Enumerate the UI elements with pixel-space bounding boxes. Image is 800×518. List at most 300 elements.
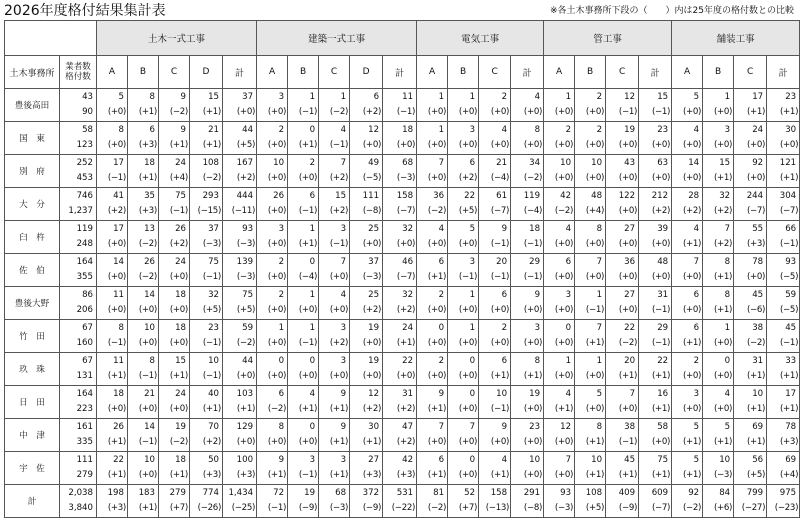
value-diff: (+1) <box>554 404 574 414</box>
value-cell <box>672 452 703 485</box>
count-cell <box>60 320 97 353</box>
value-2026: 32 <box>208 290 219 300</box>
value-2026: 3 <box>565 290 572 300</box>
value-diff: (+1) <box>585 338 605 348</box>
value-2026: 24 <box>175 389 186 399</box>
value-diff: (−13) <box>485 503 510 513</box>
value-cell <box>703 320 734 353</box>
count-cell <box>60 188 97 221</box>
value-2026: 19 <box>368 356 380 366</box>
value-diff: (+2) <box>362 107 382 117</box>
value-diff: (+0) <box>554 239 574 249</box>
value-diff: (+3) <box>138 206 157 216</box>
value-2026: 774 <box>202 488 219 498</box>
value-diff: (+0) <box>458 107 478 117</box>
value-cell <box>128 89 159 122</box>
value-diff: (−1) <box>490 404 510 414</box>
table-row <box>5 122 800 155</box>
value-cell <box>223 89 257 122</box>
value-2026: 7 <box>469 422 476 432</box>
value-2026: 0 <box>469 356 476 366</box>
value-diff: (−2) <box>427 503 447 513</box>
value-cell <box>257 353 288 386</box>
value-diff: (+0) <box>585 371 605 381</box>
table-row <box>5 287 800 320</box>
value-2026: 41 <box>113 191 124 201</box>
count-cell <box>60 155 97 188</box>
value-diff: (−9) <box>298 503 318 513</box>
value-cell <box>350 386 383 419</box>
value-diff: (+1) <box>618 470 638 480</box>
value-diff: (+0) <box>554 470 574 480</box>
value-cell <box>767 320 800 353</box>
value-2026: 24 <box>752 125 764 135</box>
value-cell <box>672 386 703 419</box>
value-diff: (−26) <box>197 503 221 513</box>
value-2026: 121 <box>779 158 797 168</box>
value-2026: 0 <box>309 356 316 366</box>
value-2026: 42 <box>560 191 572 201</box>
value-2026: 9 <box>501 422 508 432</box>
value-2026: 3 <box>309 455 316 465</box>
value-diff: (+1) <box>329 437 349 447</box>
value-diff: (−1) <box>107 338 126 348</box>
value-2026: 93 <box>785 257 797 267</box>
value-2026: 37 <box>368 257 380 267</box>
value-cell <box>448 155 479 188</box>
value-cell <box>288 155 319 188</box>
value-cell <box>575 89 606 122</box>
value-2026: 13 <box>144 224 155 234</box>
value-2026: 2 <box>596 92 603 102</box>
value-cell <box>97 353 128 386</box>
value-diff: (+2) <box>682 206 702 216</box>
value-diff: (+2) <box>169 239 188 249</box>
value-cell <box>479 485 511 518</box>
value-diff: (+2) <box>458 173 478 183</box>
value-2026: 23 <box>785 92 797 102</box>
value-cell <box>319 254 350 287</box>
value-2026: 18 <box>144 158 155 168</box>
value-2026: 9 <box>278 455 285 465</box>
value-cell <box>190 419 223 452</box>
value-cell <box>417 452 448 485</box>
value-diff: (+0) <box>618 239 638 249</box>
value-diff: (+2) <box>362 404 382 414</box>
value-diff: (+1) <box>523 371 543 381</box>
note-text: ※各土木事務所下段の（ ）内は25年度の格付数との比較 <box>550 6 794 16</box>
value-cell <box>288 89 319 122</box>
value-diff: (+0) <box>618 173 638 183</box>
value-diff: (+1) <box>651 470 671 480</box>
value-diff: (+0) <box>458 239 478 249</box>
value-2026: 44 <box>242 125 254 135</box>
value-2026: 10 <box>208 356 219 366</box>
value-cell <box>575 254 606 287</box>
value-cell <box>350 89 383 122</box>
column-header: A <box>257 56 288 89</box>
value-2026: 8 <box>118 323 124 333</box>
value-cell <box>288 320 319 353</box>
value-cell <box>417 254 448 287</box>
rating-count: 3,840 <box>68 503 93 513</box>
office-name-cell: 別 府 <box>5 155 60 188</box>
value-2026: 19 <box>368 323 380 333</box>
value-diff: (−2) <box>138 239 157 249</box>
result-table-container <box>4 20 800 518</box>
value-diff: (−8) <box>362 206 382 216</box>
value-cell <box>159 221 190 254</box>
value-cell <box>479 89 511 122</box>
value-cell <box>672 122 703 155</box>
value-cell <box>223 485 257 518</box>
value-diff: (+5) <box>585 503 605 513</box>
value-cell <box>479 320 511 353</box>
value-cell <box>190 287 223 320</box>
contractor-count: 164 <box>76 257 93 267</box>
value-diff: (+2) <box>202 437 221 447</box>
value-cell <box>383 485 417 518</box>
value-2026: 129 <box>236 422 254 432</box>
value-diff: (+1) <box>138 107 157 117</box>
value-2026: 84 <box>719 488 731 498</box>
value-cell <box>544 89 575 122</box>
value-cell <box>223 353 257 386</box>
value-diff: (+1) <box>746 437 766 447</box>
value-cell <box>448 485 479 518</box>
value-cell <box>767 89 800 122</box>
value-2026: 18 <box>175 290 186 300</box>
value-diff: (−1) <box>523 239 543 249</box>
value-diff: (+0) <box>523 140 543 150</box>
value-2026: 3 <box>469 125 476 135</box>
value-cell <box>511 485 544 518</box>
value-diff: (+0) <box>362 140 382 150</box>
value-2026: 21 <box>496 158 508 168</box>
value-diff: (+2) <box>396 404 416 414</box>
value-diff: (+0) <box>585 404 605 414</box>
value-diff: (−3) <box>396 173 416 183</box>
value-diff: (+3) <box>236 470 256 480</box>
value-diff: (+5) <box>202 305 221 315</box>
value-diff: (+0) <box>267 239 287 249</box>
value-diff: (+0) <box>329 272 349 282</box>
value-2026: 15 <box>657 92 669 102</box>
value-2026: 30 <box>368 422 380 432</box>
value-cell <box>672 188 703 221</box>
value-2026: 5 <box>469 224 476 234</box>
value-2026: 22 <box>113 455 124 465</box>
value-cell <box>159 452 190 485</box>
value-2026: 11 <box>402 92 414 102</box>
value-2026: 7 <box>565 455 572 465</box>
value-2026: 4 <box>565 389 572 399</box>
value-2026: 8 <box>278 422 285 432</box>
value-2026: 18 <box>175 455 186 465</box>
value-cell <box>383 386 417 419</box>
value-cell <box>639 386 672 419</box>
value-2026: 59 <box>785 290 797 300</box>
value-2026: 5 <box>596 389 603 399</box>
value-2026: 975 <box>779 488 797 498</box>
count-cell <box>60 386 97 419</box>
value-cell <box>319 353 350 386</box>
value-diff: (+0) <box>427 371 447 381</box>
value-cell <box>511 353 544 386</box>
value-diff: (−5) <box>362 173 382 183</box>
value-2026: 409 <box>618 488 636 498</box>
value-diff: (+0) <box>267 371 287 381</box>
value-diff: (+0) <box>169 338 188 348</box>
value-diff: (−4) <box>298 272 318 282</box>
value-cell <box>128 485 159 518</box>
value-cell <box>417 155 448 188</box>
value-diff: (−1) <box>298 470 318 480</box>
value-diff: (+0) <box>458 140 478 150</box>
value-cell <box>639 485 672 518</box>
value-diff: (−1) <box>458 272 478 282</box>
value-cell <box>319 287 350 320</box>
value-diff: (+0) <box>107 404 126 414</box>
value-2026: 75 <box>208 257 219 267</box>
value-2026: 10 <box>591 158 603 168</box>
value-cell <box>223 386 257 419</box>
value-cell <box>350 485 383 518</box>
value-diff: (+7) <box>458 503 478 513</box>
value-2026: 14 <box>144 290 155 300</box>
value-diff: (+0) <box>107 140 126 150</box>
value-diff: (+1) <box>713 305 733 315</box>
value-2026: 2 <box>278 125 285 135</box>
value-2026: 372 <box>362 488 380 498</box>
header-corner <box>5 21 97 56</box>
value-2026: 50 <box>208 455 219 465</box>
value-diff: (+1) <box>490 371 510 381</box>
value-2026: 20 <box>624 356 636 366</box>
value-cell <box>159 89 190 122</box>
column-header: B <box>703 56 734 89</box>
value-diff: (+3) <box>746 239 766 249</box>
column-header: D <box>190 56 223 89</box>
value-2026: 4 <box>565 224 572 234</box>
value-cell <box>606 221 639 254</box>
value-cell <box>288 452 319 485</box>
value-cell <box>223 122 257 155</box>
value-cell <box>190 320 223 353</box>
value-cell <box>383 353 417 386</box>
value-cell <box>606 419 639 452</box>
value-cell <box>606 122 639 155</box>
value-2026: 38 <box>752 323 764 333</box>
value-2026: 6 <box>469 158 476 168</box>
value-cell <box>350 254 383 287</box>
value-2026: 3 <box>278 224 285 234</box>
value-diff: (+0) <box>427 305 447 315</box>
value-cell <box>128 254 159 287</box>
value-2026: 70 <box>208 422 219 432</box>
value-2026: 45 <box>624 455 636 465</box>
value-diff: (−3) <box>236 272 256 282</box>
value-diff: (+2) <box>362 305 382 315</box>
value-diff: (+0) <box>746 272 766 282</box>
contractor-count: 111 <box>76 455 93 465</box>
value-2026: 61 <box>496 191 508 201</box>
value-2026: 9 <box>501 224 508 234</box>
value-diff: (+1) <box>779 107 799 117</box>
table-row <box>5 221 800 254</box>
value-2026: 183 <box>138 488 155 498</box>
value-2026: 1 <box>469 92 476 102</box>
value-2026: 19 <box>624 125 636 135</box>
value-cell <box>575 353 606 386</box>
value-2026: 1 <box>438 125 445 135</box>
office-name-cell: 計 <box>5 485 60 518</box>
value-cell <box>703 122 734 155</box>
value-cell <box>97 320 128 353</box>
value-diff: (−3) <box>554 503 574 513</box>
column-header: B <box>575 56 606 89</box>
office-column-header: 土木事務所 <box>5 56 60 89</box>
value-cell <box>639 287 672 320</box>
value-2026: 22 <box>402 356 414 366</box>
value-diff: (+0) <box>458 404 478 414</box>
value-2026: 4 <box>501 455 508 465</box>
value-cell <box>448 254 479 287</box>
value-diff: (+1) <box>585 470 605 480</box>
value-cell <box>479 155 511 188</box>
value-diff: (+0) <box>585 107 605 117</box>
value-cell <box>288 122 319 155</box>
value-2026: 6 <box>278 389 285 399</box>
value-2026: 11 <box>113 290 124 300</box>
value-cell <box>511 155 544 188</box>
value-diff: (+0) <box>682 173 702 183</box>
value-diff: (+0) <box>490 338 510 348</box>
value-diff: (+0) <box>554 371 574 381</box>
value-cell <box>288 353 319 386</box>
value-cell <box>223 155 257 188</box>
value-2026: 10 <box>591 455 603 465</box>
value-2026: 279 <box>169 488 186 498</box>
value-cell <box>190 452 223 485</box>
value-cell <box>319 485 350 518</box>
value-2026: 0 <box>469 389 476 399</box>
value-diff: (+2) <box>713 206 733 216</box>
value-cell <box>544 188 575 221</box>
value-diff: (−1) <box>107 173 126 183</box>
result-table <box>4 20 800 518</box>
value-diff: (+0) <box>396 239 416 249</box>
value-cell <box>767 155 800 188</box>
value-2026: 23 <box>529 422 541 432</box>
column-header: C <box>319 56 350 89</box>
value-2026: 4 <box>309 389 316 399</box>
value-cell <box>417 419 448 452</box>
value-2026: 6 <box>373 92 380 102</box>
value-2026: 2 <box>309 158 316 168</box>
value-2026: 198 <box>107 488 124 498</box>
value-diff: (−1) <box>138 371 157 381</box>
value-cell <box>383 155 417 188</box>
value-diff: (+0) <box>523 107 543 117</box>
value-2026: 47 <box>402 422 414 432</box>
value-cell <box>159 485 190 518</box>
value-2026: 25 <box>368 224 380 234</box>
value-diff: (+1) <box>651 371 671 381</box>
value-diff: (+1) <box>585 437 605 447</box>
value-2026: 7 <box>340 257 347 267</box>
value-2026: 29 <box>657 323 669 333</box>
value-diff: (−23) <box>774 503 799 513</box>
value-2026: 2 <box>438 356 445 366</box>
value-cell <box>128 419 159 452</box>
count-cell <box>60 353 97 386</box>
value-cell <box>257 386 288 419</box>
value-cell <box>767 254 800 287</box>
value-2026: 0 <box>565 323 572 333</box>
value-diff: (+0) <box>458 338 478 348</box>
value-2026: 122 <box>618 191 636 201</box>
rating-count: 335 <box>76 437 93 447</box>
value-cell <box>479 386 511 419</box>
table-row <box>5 254 800 287</box>
value-cell <box>639 419 672 452</box>
value-cell <box>479 188 511 221</box>
value-diff: (+1) <box>618 371 638 381</box>
value-diff: (+2) <box>396 437 416 447</box>
value-diff: (+1) <box>107 371 126 381</box>
contractor-count: 67 <box>82 323 93 333</box>
value-diff: (+1) <box>236 404 256 414</box>
value-cell <box>319 221 350 254</box>
value-2026: 44 <box>242 356 254 366</box>
office-name-cell: 豊後高田 <box>5 89 60 122</box>
value-cell <box>767 122 800 155</box>
table-row <box>5 386 800 419</box>
value-2026: 1 <box>724 92 731 102</box>
value-diff: (+0) <box>138 470 157 480</box>
value-diff: (−7) <box>396 206 416 216</box>
value-2026: 0 <box>278 356 285 366</box>
value-2026: 45 <box>785 323 797 333</box>
value-2026: 6 <box>309 191 316 201</box>
value-2026: 7 <box>340 158 347 168</box>
value-cell <box>575 452 606 485</box>
rating-count: 248 <box>76 239 93 249</box>
value-2026: 33 <box>785 356 797 366</box>
contractor-count: 86 <box>82 290 93 300</box>
value-diff: (+0) <box>618 206 638 216</box>
value-cell <box>288 188 319 221</box>
group-header: 土木一式工事 <box>97 21 257 56</box>
value-diff: (−7) <box>396 272 416 282</box>
value-2026: 28 <box>688 191 700 201</box>
header-row-columns <box>5 56 800 89</box>
value-2026: 48 <box>591 191 603 201</box>
value-cell <box>639 320 672 353</box>
value-2026: 5 <box>693 422 700 432</box>
value-cell <box>575 155 606 188</box>
table-row <box>5 353 800 386</box>
value-cell <box>575 122 606 155</box>
value-diff: (+0) <box>396 371 416 381</box>
value-2026: 6 <box>693 290 700 300</box>
value-cell <box>257 485 288 518</box>
value-diff: (−2) <box>202 173 221 183</box>
value-2026: 58 <box>657 422 669 432</box>
value-2026: 1 <box>596 290 603 300</box>
value-cell <box>544 155 575 188</box>
